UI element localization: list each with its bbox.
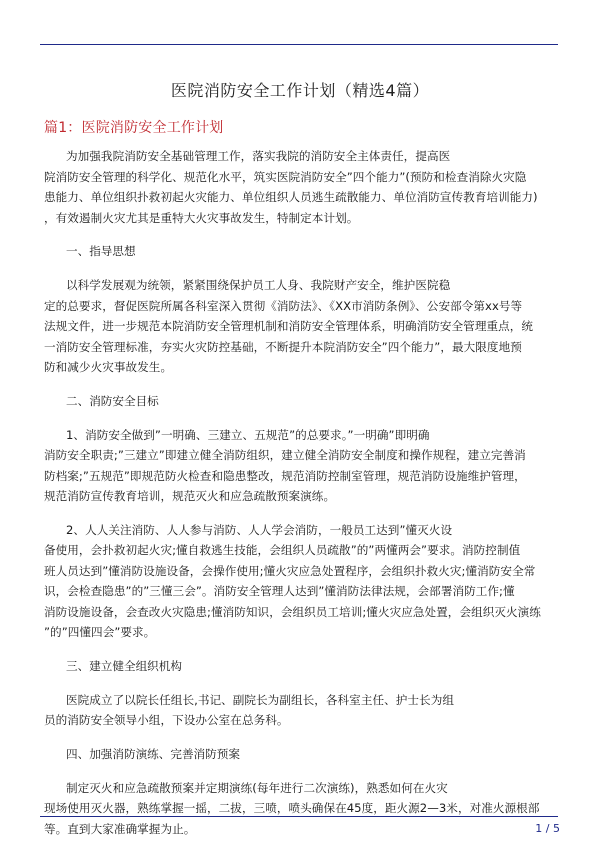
- subheading-drills: 四、加强消防演练、完善消防预案: [66, 746, 240, 761]
- text-line: 消防设施设备，会查改火灾隐患;懂消防知识，会组织员工培训;懂火灾应急处置，会组织灭火演练: [44, 604, 541, 619]
- text-line: ，有效遏制火灾尤其是重特大火灾事故发生，特制定本计划。: [44, 210, 359, 225]
- header-rule: [40, 44, 558, 45]
- safety-goals-paragraph-2: [44, 520, 562, 643]
- text-line: 定的总要求，督促医院所属各科室深入贯彻《消防法》、《XX市消防条例》、公安部令第xx号等: [44, 298, 523, 313]
- section-heading: 篇1：医院消防安全工作计划: [44, 120, 224, 136]
- document-title: 医院消防安全工作计划（精选4篇）: [170, 81, 430, 100]
- document-body: [44, 146, 562, 839]
- text-line: 为加强我院消防安全基础管理工作，落实我院的消防安全主体责任，提高医: [66, 149, 451, 163]
- subheading-safety-goals: 二、消防安全目标: [66, 393, 159, 408]
- guiding-ideology-paragraph: [44, 275, 562, 378]
- text-line: 备使用，会扑救初起火灾;懂自救逃生技能，会组织人员疏散”的”两懂两会”要求。消防控制值: [44, 543, 521, 557]
- page-number: 1 / 5: [535, 822, 560, 835]
- text-line: 员的消防安全领导小组，下设办公室在总务科。: [44, 713, 289, 727]
- text-line: 以科学发展观为统领，紧紧围绕保护员工人身、我院财产安全，维护医院稳: [66, 278, 451, 292]
- text-line: 院消防安全管理的科学化、规范化水平，筑实医院消防安全”四个能力”(预防和检查消除火灾隐: [44, 169, 527, 184]
- drills-paragraph: [44, 778, 562, 840]
- text-line: 现场使用灭火器，熟练掌握一摇，二拔，三喷，喷头确保在45度，距火源2—3米，对准火源根部: [44, 801, 540, 815]
- text-line: 班人员达到”懂消防设施设备，会操作使用;懂火灾应急处置程序，会组织扑救火灾;懂消防安全常: [44, 563, 536, 578]
- subheading-guiding-ideology: 一、指导思想: [66, 244, 136, 258]
- organization-paragraph: [44, 690, 562, 731]
- text-line: 等。直到大家准确掌握为止。: [44, 821, 196, 836]
- subheading-organization: 三、建立健全组织机构: [66, 658, 182, 673]
- text-line: 规范消防宣传教育培训，规范灭火和应急疏散预案演练。: [44, 489, 336, 503]
- text-line: 识，会检查隐患”的”三懂三会”。消防安全管理人达到”懂消防法律法规，会部署消防工作;懂: [44, 584, 515, 598]
- footer-rule: [40, 816, 558, 817]
- intro-paragraph: [44, 146, 562, 228]
- text-line: 1、消防安全做到”一明确、三建立、五规范”的总要求。”一明确”即明确: [66, 427, 430, 442]
- text-line: 防和减少火灾事故发生。: [44, 360, 173, 374]
- text-line: ”的”四懂四会”要求。: [44, 625, 156, 639]
- text-line: 一消防安全管理标准，夯实火灾防控基础，不断提升本院消防安全”四个能力”，最大限度地预: [44, 339, 522, 354]
- text-line: 防档案;”五规范”即规范防火检查和隐患整改，规范消防控制室管理，规范消防设施维护管理，: [44, 468, 526, 483]
- text-line: 法规文件，进一步规范本院消防安全管理机制和消防安全管理体系，明确消防安全管理重点，统: [44, 319, 534, 333]
- text-line: 医院成立了以院长任组长,书记、副院长为副组长，各科室主任、护士长为组: [66, 692, 454, 707]
- text-line: 消防安全职责;”三建立”即建立健全消防组织，建立健全消防安全制度和操作规程，建立完善消: [44, 448, 526, 462]
- text-line: 制定灭火和应急疏散预案并定期演练(每年进行二次演练)，熟悉如何在火灾: [66, 780, 448, 795]
- text-line: 2、人人关注消防、人人参与消防、人人学会消防，一般员工达到”懂灭火设: [66, 522, 453, 537]
- text-line: 患能力、单位组织扑救初起火灾能力、单位组织人员逃生疏散能力、单位消防宣传教育培训能力): [44, 190, 538, 204]
- safety-goals-paragraph-1: [44, 425, 562, 507]
